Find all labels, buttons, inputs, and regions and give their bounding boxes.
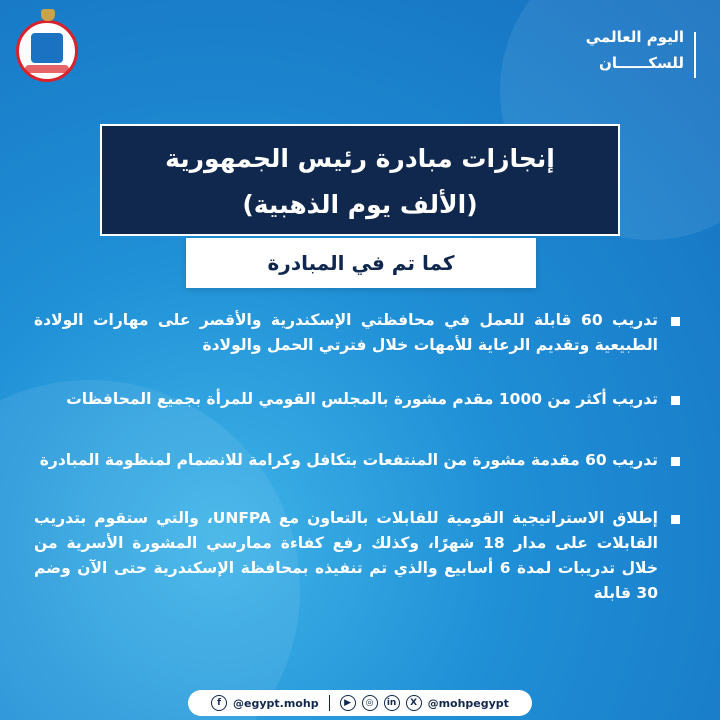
instagram-icon[interactable]: ◎ (362, 695, 378, 711)
social-handle[interactable]: @mohpegypt (427, 696, 509, 710)
list-item (34, 308, 680, 358)
bullet-square-icon (671, 515, 680, 524)
bullet-square-icon (671, 457, 680, 466)
ministry-logo (16, 20, 78, 82)
family-icon (31, 33, 63, 63)
bullet-square-icon (671, 317, 680, 326)
subtitle-box: كما تم في المبادرة (186, 238, 536, 288)
social-footer (188, 690, 532, 716)
event-title-line1: اليوم العالمي (585, 28, 684, 46)
list-item-text: إطلاق الاستراتيجية القومية للقابلات بالتعاون مع UNFPA، والتي ستقوم بتدريب القابلات على مدار 18 شهرًا، وكذلك رفع كفاءة ممارسي المشورة الأسرية من خلال تدريبات لمدة 6 أسابيع والذي تم تنفيذه بمحافظة الإسكندرية حتى الآن وضم 30 قابلة (34, 509, 658, 602)
list-item-text: تدريب 60 قابلة للعمل في محافظتي الإسكندرية والأقصر على مهارات الولادة الطبيعية وتقديم الرعاية للأمهات خلال فترتي الحمل والولادة (34, 311, 658, 354)
footer-divider (329, 695, 330, 711)
bullet-square-icon (671, 396, 680, 405)
achievements-list (34, 308, 680, 606)
list-item-text: تدريب أكثر من 1000 مقدم مشورة بالمجلس القومي للمرأة بجميع المحافظات (66, 390, 658, 408)
eagle-emblem-icon (41, 9, 55, 21)
facebook-icon[interactable]: f (211, 695, 227, 711)
event-title (586, 24, 684, 76)
linkedin-icon[interactable]: in (384, 695, 400, 711)
list-item (34, 448, 680, 473)
event-title-line2: للسكــــــان (599, 54, 684, 72)
facebook-handle[interactable]: @egypt.mohp (233, 696, 319, 710)
x-icon[interactable]: X (406, 695, 422, 711)
list-item-text: تدريب 60 مقدمة مشورة من المنتفعات بتكافل وكرامة للانضمام لمنظومة المبادرة (39, 451, 658, 469)
main-title-line1: إنجازات مبادرة رئيس الجمهورية (165, 144, 555, 173)
title-divider (694, 32, 696, 78)
main-title-box (100, 124, 620, 236)
logo-ring (25, 65, 69, 73)
youtube-icon[interactable]: ▶ (340, 695, 356, 711)
list-item (34, 387, 680, 412)
list-item (34, 506, 680, 606)
main-title-line2: (الألف يوم الذهبية) (242, 190, 478, 219)
